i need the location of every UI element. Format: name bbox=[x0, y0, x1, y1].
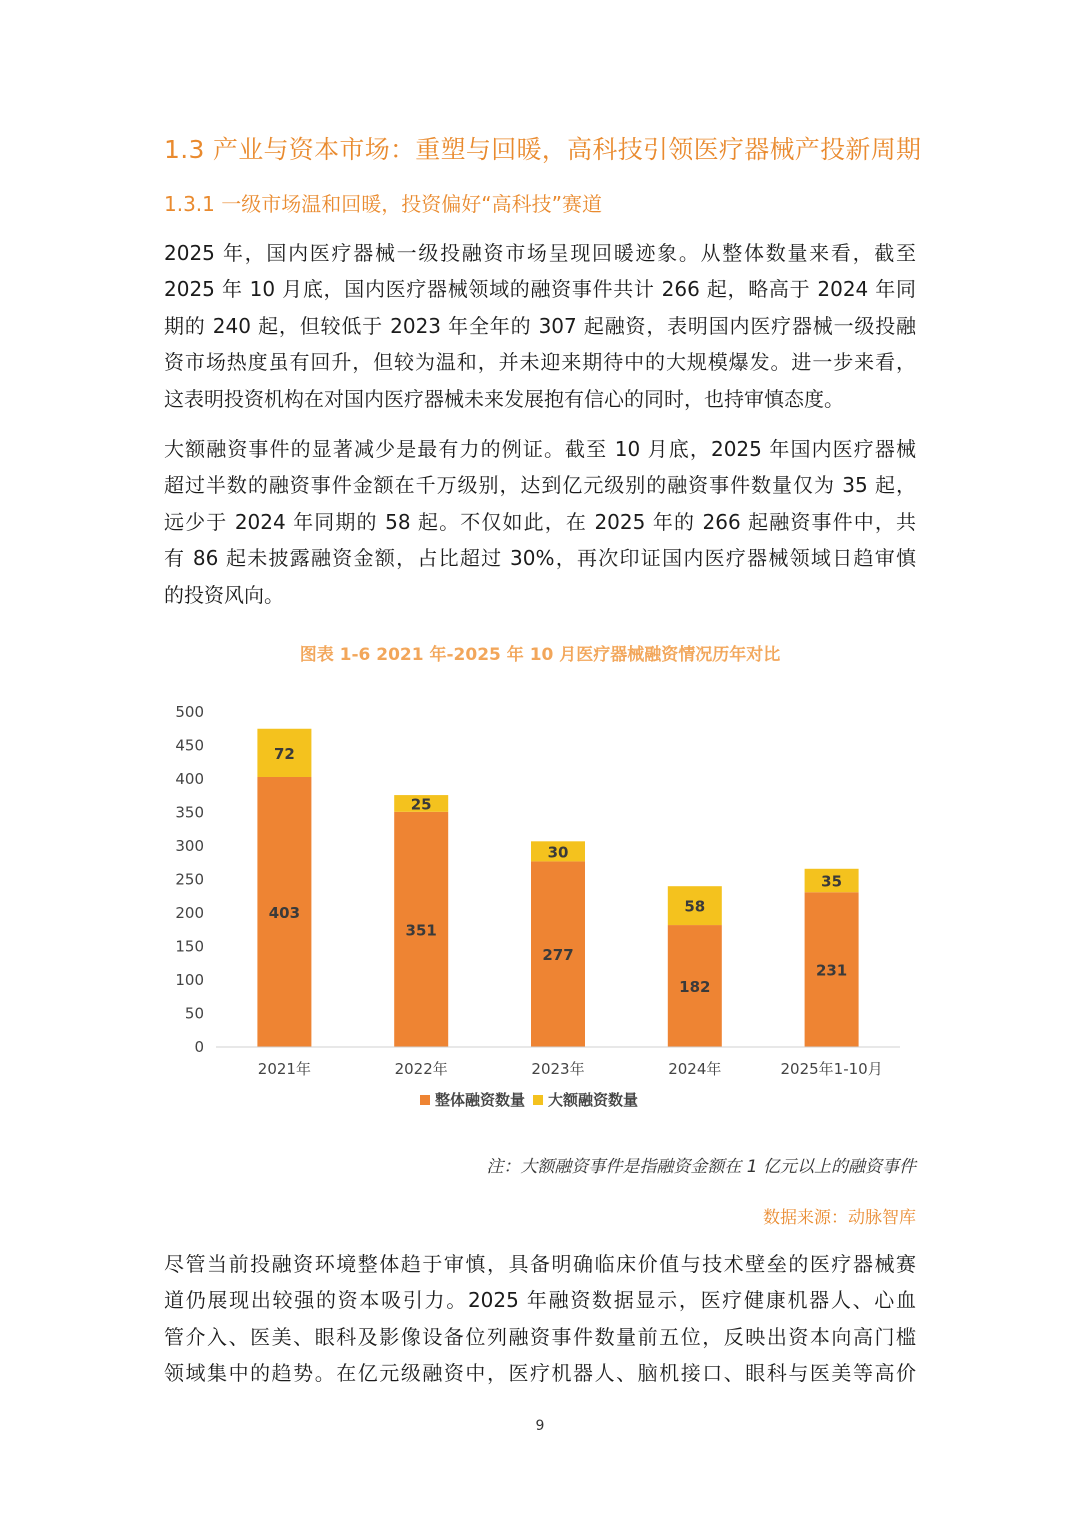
legend-swatch-total bbox=[420, 1095, 430, 1105]
paragraph-line: 道仍展现出较强的资本吸引力。2025 年融资数据显示，医疗健康机器人、心血 bbox=[164, 1288, 916, 1313]
data-label: 30 bbox=[547, 843, 569, 862]
bar-series bbox=[257, 729, 858, 1047]
data-label: 182 bbox=[679, 978, 711, 997]
data-label: 35 bbox=[821, 872, 843, 891]
data-label: 403 bbox=[268, 903, 301, 922]
paragraph-line: 资市场热度虽有回升，但较为温和，并未迎来期待中的大规模爆发。进一步来看， bbox=[164, 350, 916, 375]
paragraph-1 bbox=[164, 235, 916, 417]
x-tick-label: 2025年1-10月 bbox=[780, 1060, 883, 1078]
legend-swatch-large bbox=[533, 1095, 543, 1105]
y-tick-label: 250 bbox=[175, 870, 204, 889]
x-axis bbox=[216, 1047, 900, 1078]
paragraph-line: 领域集中的趋势。在亿元级融资中，医疗机器人、脑机接口、眼科与医美等高价 bbox=[164, 1361, 916, 1386]
legend-label: 整体融资数量 bbox=[435, 1091, 526, 1109]
paragraph-line: 管介入、医美、眼科及影像设备位列融资事件数量前五位，反映出资本向高门槛 bbox=[164, 1324, 916, 1349]
paragraph-line: 尽管当前投融资环境整体趋于审慎，具备明确临床价值与技术壁垒的医疗器械赛 bbox=[164, 1252, 916, 1276]
paragraph-line: 大额融资事件的显著减少是最有力的例证。截至 10 月底，2025 年国内医疗器械 bbox=[164, 437, 916, 461]
stacked-bar-chart bbox=[164, 690, 916, 1130]
paragraph-3 bbox=[164, 1246, 916, 1392]
data-label: 231 bbox=[815, 961, 848, 980]
y-tick-label: 0 bbox=[194, 1038, 204, 1056]
paragraph-line: 有 86 起未披露融资金额，占比超过 30%，再次印证国内医疗器械领域日趋审慎 bbox=[164, 546, 916, 571]
y-axis bbox=[175, 703, 204, 1056]
chart-note: 注：大额融资事件是指融资金额在 1 亿元以上的融资事件 bbox=[486, 1157, 916, 1177]
section-subheading: 1.3.1 一级市场温和回暖，投资偏好“高科技”赛道 bbox=[164, 192, 602, 216]
paragraph-line: 这表明投资机构在对国内医疗器械未来发展抱有信心的同时，也持审慎态度。 bbox=[164, 386, 844, 411]
y-tick-label: 100 bbox=[175, 971, 204, 989]
y-tick-label: 450 bbox=[175, 736, 204, 755]
data-source: 数据来源：动脉智库 bbox=[763, 1208, 916, 1228]
y-tick-label: 150 bbox=[175, 937, 204, 956]
data-label: 58 bbox=[684, 897, 706, 916]
data-label: 25 bbox=[410, 795, 432, 814]
data-label: 72 bbox=[273, 744, 295, 763]
section-heading: 1.3 产业与资本市场：重塑与回暖，高科技引领医疗器械产投新周期 bbox=[164, 135, 922, 164]
y-tick-label: 350 bbox=[175, 803, 204, 822]
y-tick-label: 500 bbox=[175, 703, 204, 721]
chart-title: 图表 1-6 2021 年-2025 年 10 月医疗器械融资情况历年对比 bbox=[299, 645, 781, 665]
x-tick-label: 2022年 bbox=[394, 1060, 448, 1078]
paragraph-line: 期的 240 起，但较低于 2023 年全年的 307 起融资，表明国内医疗器械一级投融 bbox=[164, 313, 916, 338]
paragraph-line: 远少于 2024 年同期的 58 起。不仅如此，在 2025 年的 266 起融资事件中，共 bbox=[164, 509, 916, 534]
y-tick-label: 300 bbox=[175, 837, 204, 855]
x-tick-label: 2024年 bbox=[668, 1060, 722, 1078]
legend-label: 大额融资数量 bbox=[548, 1091, 639, 1109]
paragraph-line: 的投资风向。 bbox=[164, 582, 284, 607]
data-label: 277 bbox=[542, 946, 574, 965]
x-tick-label: 2023年 bbox=[531, 1060, 585, 1078]
paragraph-line: 2025 年，国内医疗器械一级投融资市场呈现回暖迹象。从整体数量来看，截至 bbox=[164, 241, 916, 265]
paragraph-2 bbox=[164, 431, 916, 613]
paragraph-line: 2025 年 10 月底，国内医疗器械领域的融资事件共计 266 起，略高于 2024 年同 bbox=[164, 277, 916, 302]
y-tick-label: 200 bbox=[175, 904, 204, 922]
y-tick-label: 400 bbox=[175, 770, 204, 788]
page-number: 9 bbox=[535, 1418, 545, 1434]
paragraph-line: 超过半数的融资事件金额在千万级别，达到亿元级别的融资事件数量仅为 35 起， bbox=[164, 473, 916, 498]
data-label: 351 bbox=[405, 921, 437, 940]
y-tick-label: 50 bbox=[184, 1004, 204, 1023]
chart-legend bbox=[420, 1091, 638, 1109]
x-tick-label: 2021年 bbox=[257, 1060, 311, 1078]
